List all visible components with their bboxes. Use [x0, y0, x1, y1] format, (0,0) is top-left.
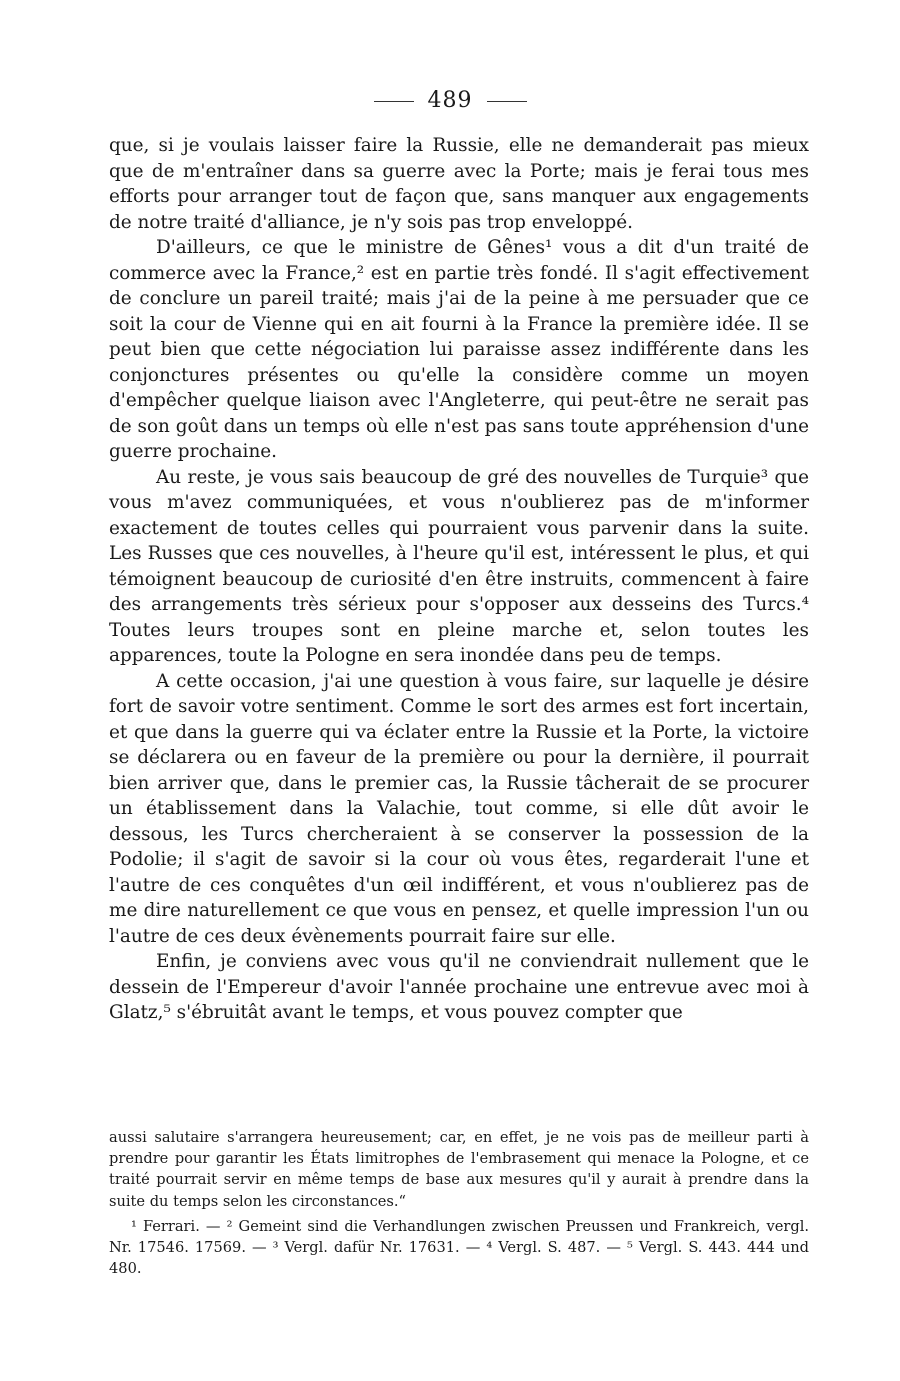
page-header [0, 88, 900, 113]
header-rule-right [487, 101, 527, 102]
paragraph-2: D'ailleurs, ce que le ministre de Gênes¹ vous a dit d'un traité de commerce avec la France,² est en partie très fondé. Il s'agit effectivement de conclure un pareil traité; mais j'ai de la peine à me persuader que ce soit la cour de Vienne qui en ait fourni à la France la première idée. Il se peut bien que cette négociation lui paraisse assez indifférente dans les conjonctures présentes ou qu'elle la considère comme un moyen d'empêcher quelque liaison avec l'Angleterre, qui peut-être ne serait pas de son goût dans un temps où elle n'est pas sans toute appréhension d'une guerre prochaine. [109, 237, 809, 462]
main-text [109, 133, 809, 1026]
paragraph-4: A cette occasion, j'ai une question à vous faire, sur laquelle je désire fort de savoir votre sentiment. Comme le sort des armes est fort incertain, et que dans la guerre qui va éclater entre la Russie et la Porte, la victoire se déclarera ou en faveur de la première ou pour la dernière, il pourrait bien arriver que, dans le premier cas, la Russie tâcherait de se procurer un établissement dans la Valachie, tout comme, si elle dût avoir le dessous, les Turcs chercheraient à se conserver la possession de la Podolie; il s'agit de savoir si la cour où vous êtes, regarderait l'une et l'autre de ces conquêtes d'un œil indifférent, et vous n'oublierez pas de me dire naturellement ce que vous en pensez, et quelle impression l'un ou l'autre de ces deux évènements pourrait faire sur elle. [109, 670, 809, 947]
header-rule-left [374, 101, 414, 102]
page-number: 489 [427, 88, 473, 113]
paragraph-5: Enfin, je conviens avec vous qu'il ne conviendrait nullement que le dessein de l'Empereur d'avoir l'année prochaine une entrevue avec moi à Glatz,⁵ s'ébruitât avant le temps, et vous pouvez compter que [109, 951, 809, 1023]
footnote-notes: ¹ Ferrari. — ² Gemeint sind die Verhandlungen zwischen Preussen und Frankreich, vergl. Nr. 17546. 17569. — ³ Vergl. dafür Nr. 17631. — ⁴ Vergl. S. 487. — ⁵ Vergl. S. 443. 444 und 480. [109, 1217, 809, 1278]
paragraph-3: Au reste, je vous sais beaucoup de gré des nouvelles de Turquie³ que vous m'avez communiquées, et vous n'oublierez pas de m'informer exactement de toutes celles qui pourraient vous parvenir dans la suite. Les Russes que ces nouvelles, à l'heure qu'il est, intéressent le plus, et qui témoignent beaucoup de curiosité d'en être instruits, commencent à faire des arrangements très sérieux pour s'opposer aux desseins des Turcs.⁴ Toutes leurs troupes sont en pleine marche et, selon toutes les apparences, toute la Pologne en sera inondée dans peu de temps. [109, 466, 809, 666]
footnote-continuation: aussi salutaire s'arrangera heureusement; car, en effet, je ne vois pas de meilleur parti à prendre pour garantir les États limitrophes de l'embrasement qui menace la Pologne, et ce traité pourrait servir en même temps de base aux mesures qu'il y aurait à prendre dans la suite du temps selon les circonstances.“ [109, 1129, 809, 1210]
paragraph-1: que, si je voulais laisser faire la Russie, elle ne demanderait pas mieux que de m'entraîner dans sa guerre avec la Porte; mais je ferai tous mes efforts pour arranger tout de façon que, sans manquer aux engagements de notre traité d'alliance, je n'y sois pas trop enveloppé. [109, 135, 809, 233]
footnotes [109, 1127, 809, 1279]
